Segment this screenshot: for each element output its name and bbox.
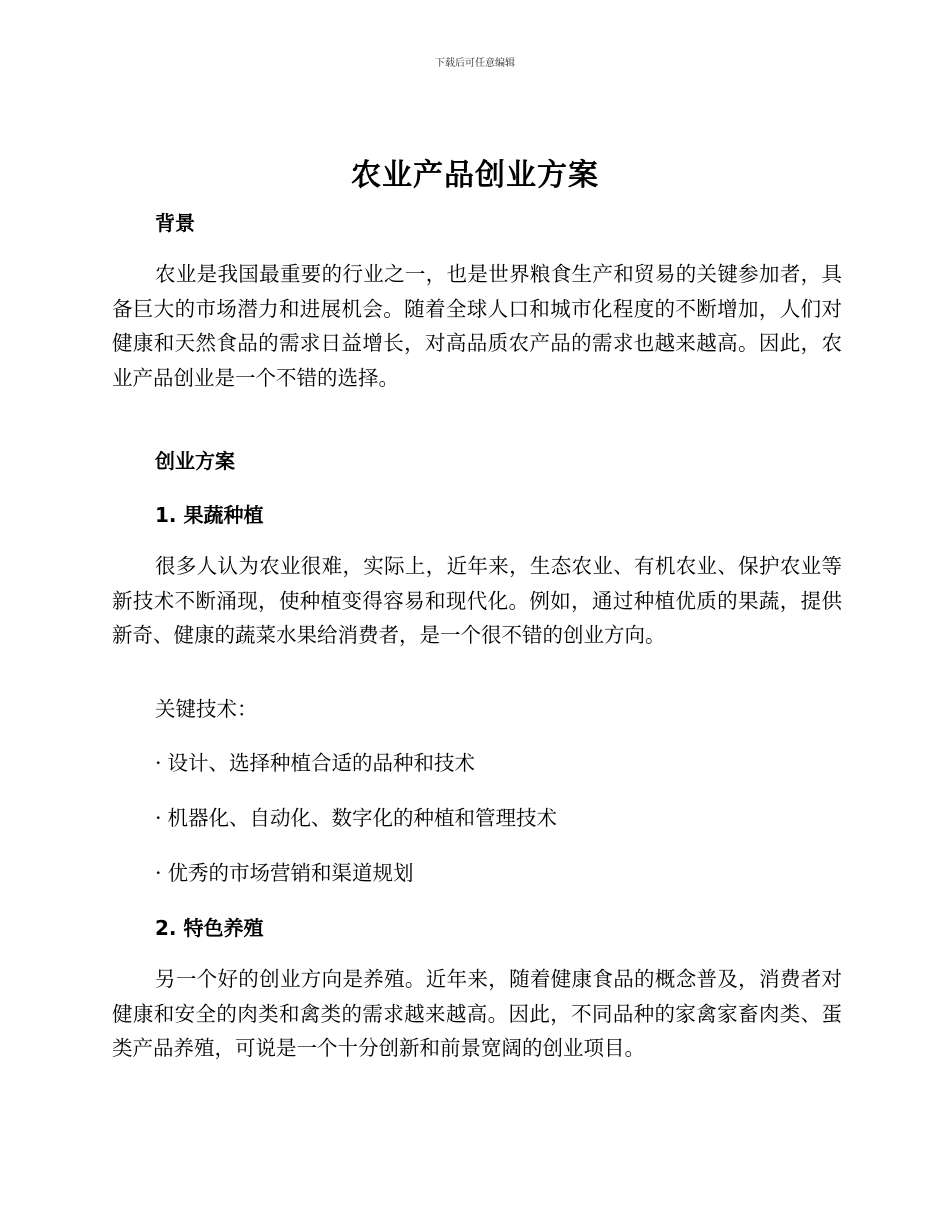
item2-heading: 2. 特色养殖	[155, 916, 264, 940]
list-item	[155, 801, 557, 831]
key-tech-label: 关键技术：	[155, 697, 258, 721]
page-header: 下载后可任意编辑	[435, 58, 515, 69]
bullet-icon: ·	[155, 861, 162, 885]
item1-heading: 1. 果蔬种植	[155, 503, 264, 527]
document-title: 农业产品创业方案	[351, 158, 599, 193]
list-item-text: 机器化、自动化、数字化的种植和管理技术	[167, 806, 558, 830]
list-item	[155, 746, 475, 776]
list-item	[155, 856, 414, 886]
list-item-text: 优秀的市场营销和渠道规划	[167, 861, 414, 885]
item2-paragraph: 另一个好的创业方向是养殖。近年来，随着健康食品的概念普及，消费者对健康和安全的肉类和禽类的需求越来越高。因此，不同品种的家禽家畜肉类、蛋类产品养殖，可说是一个十分创新和前景宽阔的创业项目。	[112, 967, 842, 1060]
background-paragraph: 农业是我国最重要的行业之一，也是世界粮食生产和贸易的关键参加者，具备巨大的市场潜力和进展机会。随着全球人口和城市化程度的不断增加，人们对健康和天然食品的需求日益增长，对高品质农产品的需求也越来越高。因此，农业产品创业是一个不错的选择。	[112, 262, 842, 390]
item1-paragraph: 很多人认为农业很难，实际上，近年来，生态农业、有机农业、保护农业等新技术不断涌现，使种植变得容易和现代化。例如，通过种植优质的果蔬，提供新奇、健康的蔬菜水果给消费者，是一个很不错的创业方向。	[112, 554, 842, 647]
list-item-text: 设计、选择种植合适的品种和技术	[167, 751, 476, 775]
bullet-icon: ·	[155, 751, 162, 775]
bullet-icon: ·	[155, 806, 162, 830]
background-heading: 背景	[155, 211, 195, 235]
plan-heading: 创业方案	[155, 449, 235, 473]
